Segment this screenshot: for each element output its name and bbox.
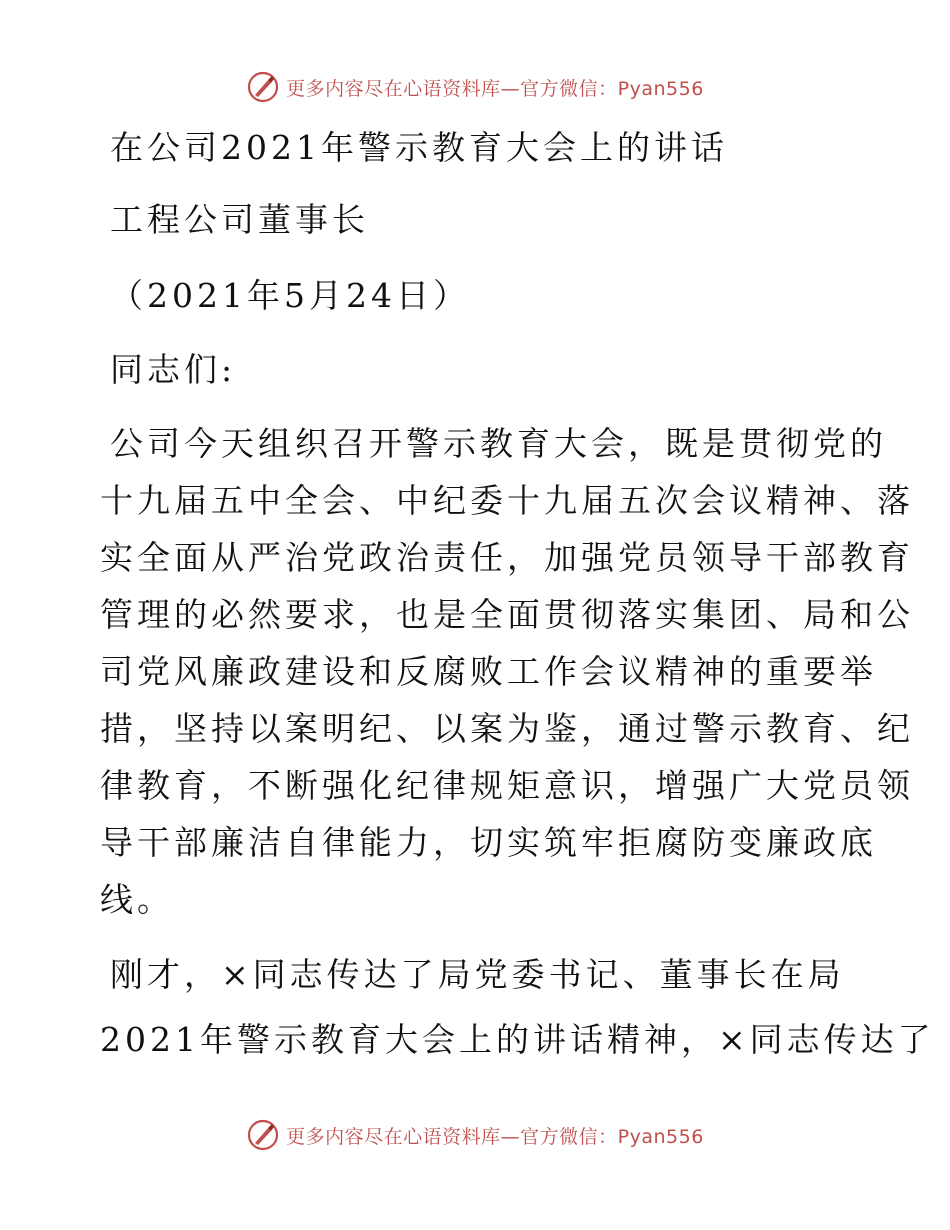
doc-date: （2021年5月24日） (110, 276, 470, 315)
paragraph-line: 导干部廉洁自律能力，切实筑牢拒腐防变廉政底 (100, 823, 877, 862)
header-watermark (0, 70, 950, 104)
doc-title: 在公司2021年警示教育大会上的讲话 (110, 128, 728, 167)
paragraph-line: 2021年警示教育大会上的讲话精神，×同志传达了 (100, 1020, 935, 1059)
paragraph-line: 措，坚持以案明纪、以案为鉴，通过警示教育、纪 (100, 709, 914, 748)
paragraph-line: 公司今天组织召开警示教育大会，既是贯彻党的 (110, 424, 887, 463)
paragraph-line: 十九届五中全会、中纪委十九届五次会议精神、落 (100, 481, 914, 520)
quill-logo-icon (246, 1118, 280, 1152)
paragraph-line: 律教育，不断强化纪律规矩意识，增强广大党员领 (100, 766, 914, 805)
quill-logo-icon (246, 70, 280, 104)
paragraph-line: 线。 (100, 880, 174, 919)
footer-watermark (0, 1118, 950, 1152)
paragraph-line: 刚才，×同志传达了局党委书记、董事长在局 (110, 955, 845, 994)
doc-salutation: 同志们: (110, 350, 237, 389)
paragraph-line: 实全面从严治党政治责任，加强党员领导干部教育 (100, 538, 914, 577)
watermark-text: 更多内容尽在心语资料库—官方微信：Pyan556 (286, 1125, 704, 1148)
watermark-text: 更多内容尽在心语资料库—官方微信：Pyan556 (286, 77, 704, 100)
paragraph-line: 管理的必然要求，也是全面贯彻落实集团、局和公 (100, 595, 914, 634)
paragraph-line: 司党风廉政建设和反腐败工作会议精神的重要举 (100, 652, 877, 691)
doc-author: 工程公司董事长 (110, 200, 369, 239)
